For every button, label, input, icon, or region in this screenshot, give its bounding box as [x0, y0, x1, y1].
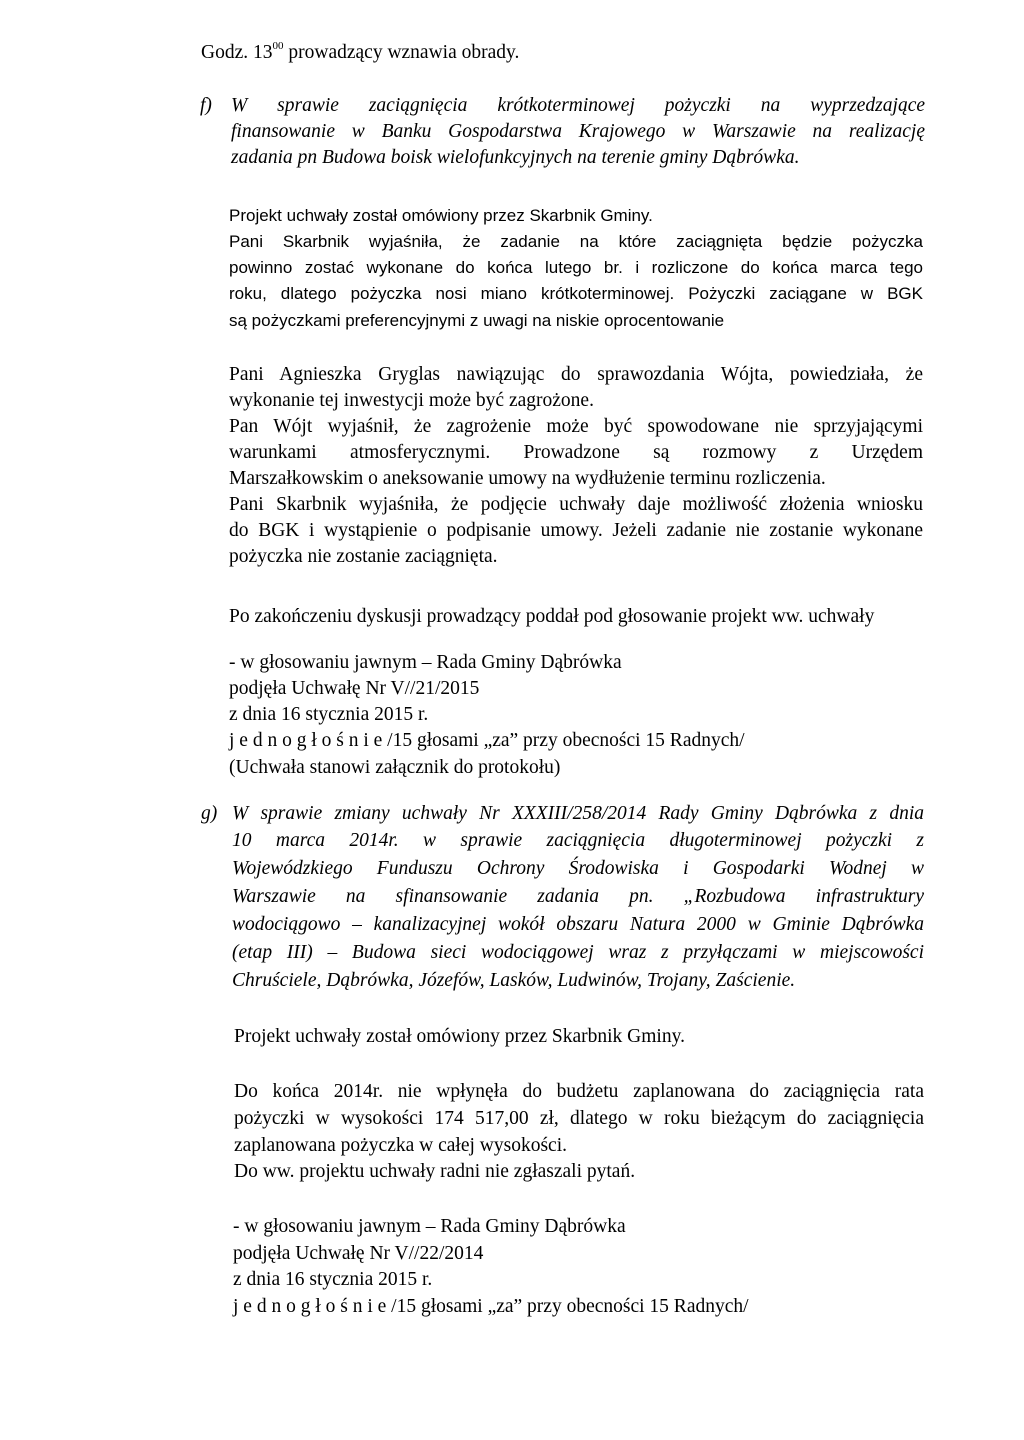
- section-f-paragraph-line: Projekt uchwały został omówiony przez Skarbnik Gminy.: [229, 206, 653, 225]
- section-f-title-line: finansowanie w Banku Gospodarstwa Krajowego w Warszawie na realizację: [231, 121, 925, 142]
- section-f-paragraph-line: roku, dlatego pożyczka nosi miano krótkoterminowej. Pożyczki zaciągane w BGK: [229, 284, 923, 303]
- budget-note-line: pożyczki w wysokości 174 517,00 zł, dlatego w roku bieżącym do zaciągnięcia: [234, 1108, 924, 1129]
- section-f-paragraph-line: Pani Skarbnik wyjaśniła, że zadanie na które zaciągnięta będzie pożyczka: [229, 232, 923, 251]
- section-g-title-line: wodociągowo – kanalizacyjnej wokół obszaru Natura 2000 w Gminie Dąbrówka: [232, 914, 924, 935]
- budget-note-line: zaplanowana pożyczka w całej wysokości.: [234, 1135, 567, 1156]
- attachment-note: (Uchwała stanowi załącznik do protokołu): [229, 757, 561, 778]
- resume-text: prowadzący wznawia obrady.: [283, 42, 520, 63]
- section-g-title-line: Warszawie na sfinansowanie zadania pn. „Rozbudowa infrastruktury: [232, 886, 924, 907]
- session-resume-line: [201, 40, 519, 65]
- resolution-date: z dnia 16 stycznia 2015 r.: [229, 704, 429, 725]
- section-g-title-line: 10 marca 2014r. w sprawie zaciągnięcia długoterminowej pożyczki z: [232, 830, 924, 851]
- budget-note-line: Do ww. projektu uchwały radni nie zgłaszali pytań.: [234, 1161, 636, 1182]
- discussion-line: Pani Skarbnik wyjaśniła, że podjęcie uchwały daje możliwość złożenia wniosku: [229, 494, 923, 515]
- discussion-line: pożyczka nie zostanie zaciągnięta.: [229, 546, 498, 567]
- section-f-paragraph-line: powinno zostać wykonane do końca lutego br. i rozliczone do końca marca tego: [229, 258, 923, 277]
- discussion-line: Marszałkowskim o aneksowanie umowy na wydłużenie terminu rozliczenia.: [229, 468, 826, 489]
- resolution-number: podjęła Uchwałę Nr V//21/2015: [229, 678, 480, 699]
- section-g-title-line: W sprawie zmiany uchwały Nr XXXIII/258/2014 Rady Gminy Dąbrówka z dnia: [232, 803, 924, 824]
- discussion-line: wykonanie tej inwestycji może być zagrożone.: [229, 390, 594, 411]
- section-g-title-line: (etap III) – Budowa sieci wodociągowej wraz z przyłączami w miejscowości: [232, 942, 924, 963]
- section-f-title-line: W sprawie zaciągnięcia krótkoterminowej pożyczki na wyprzedzające: [231, 95, 925, 116]
- section-g-title-line: Chruściele, Dąbrówka, Józefów, Lasków, Ludwinów, Trojany, Zaścienie.: [232, 970, 796, 991]
- vote-count-line: j e d n o g ł o ś n i e /15 głosami „za” przy obecności 15 Radnych/: [233, 1296, 749, 1317]
- section-f-title-line: zadania pn Budowa boisk wielofunkcyjnych na terenie gminy Dąbrówka.: [231, 147, 800, 168]
- discussion-line: Pani Agnieszka Gryglas nawiązując do sprawozdania Wójta, powiedziała, że: [229, 364, 923, 385]
- discussion-line: Pan Wójt wyjaśnił, że zagrożenie może być spowodowane nie sprzyjającymi: [229, 416, 923, 437]
- time-minutes-superscript: 00: [272, 40, 284, 52]
- vote-result-line: - w głosowaniu jawnym – Rada Gminy Dąbrówka: [229, 652, 622, 673]
- section-g-marker: g): [201, 803, 218, 824]
- discussion-line: warunkami atmosferycznymi. Prowadzone są rozmowy z Urzędem: [229, 442, 923, 463]
- section-g-paragraph-line: Projekt uchwały został omówiony przez Skarbnik Gminy.: [234, 1026, 685, 1047]
- section-f-paragraph-line: są pożyczkami preferencyjnymi z uwagi na niskie oprocentowanie: [229, 311, 725, 330]
- resolution-number: podjęła Uchwałę Nr V//22/2014: [233, 1243, 484, 1264]
- resolution-date: z dnia 16 stycznia 2015 r.: [233, 1269, 433, 1290]
- section-g-title-line: Wojewódzkiego Funduszu Ochrony Środowiska i Gospodarki Wodnej w: [232, 858, 924, 879]
- section-f-marker: f): [200, 95, 212, 116]
- vote-call-line: Po zakończeniu dyskusji prowadzący poddał pod głosowanie projekt ww. uchwały: [229, 606, 875, 627]
- budget-note-line: Do końca 2014r. nie wpłynęła do budżetu zaplanowana do zaciągnięcia rata: [234, 1081, 924, 1102]
- discussion-line: do BGK i wystąpienie o podpisanie umowy. Jeżeli zadanie nie zostanie wykonane: [229, 520, 923, 541]
- vote-result-line: - w głosowaniu jawnym – Rada Gminy Dąbrówka: [233, 1216, 626, 1237]
- time-label: Godz. 13: [201, 42, 273, 63]
- vote-count-line: j e d n o g ł o ś n i e /15 głosami „za” przy obecności 15 Radnych/: [229, 730, 745, 751]
